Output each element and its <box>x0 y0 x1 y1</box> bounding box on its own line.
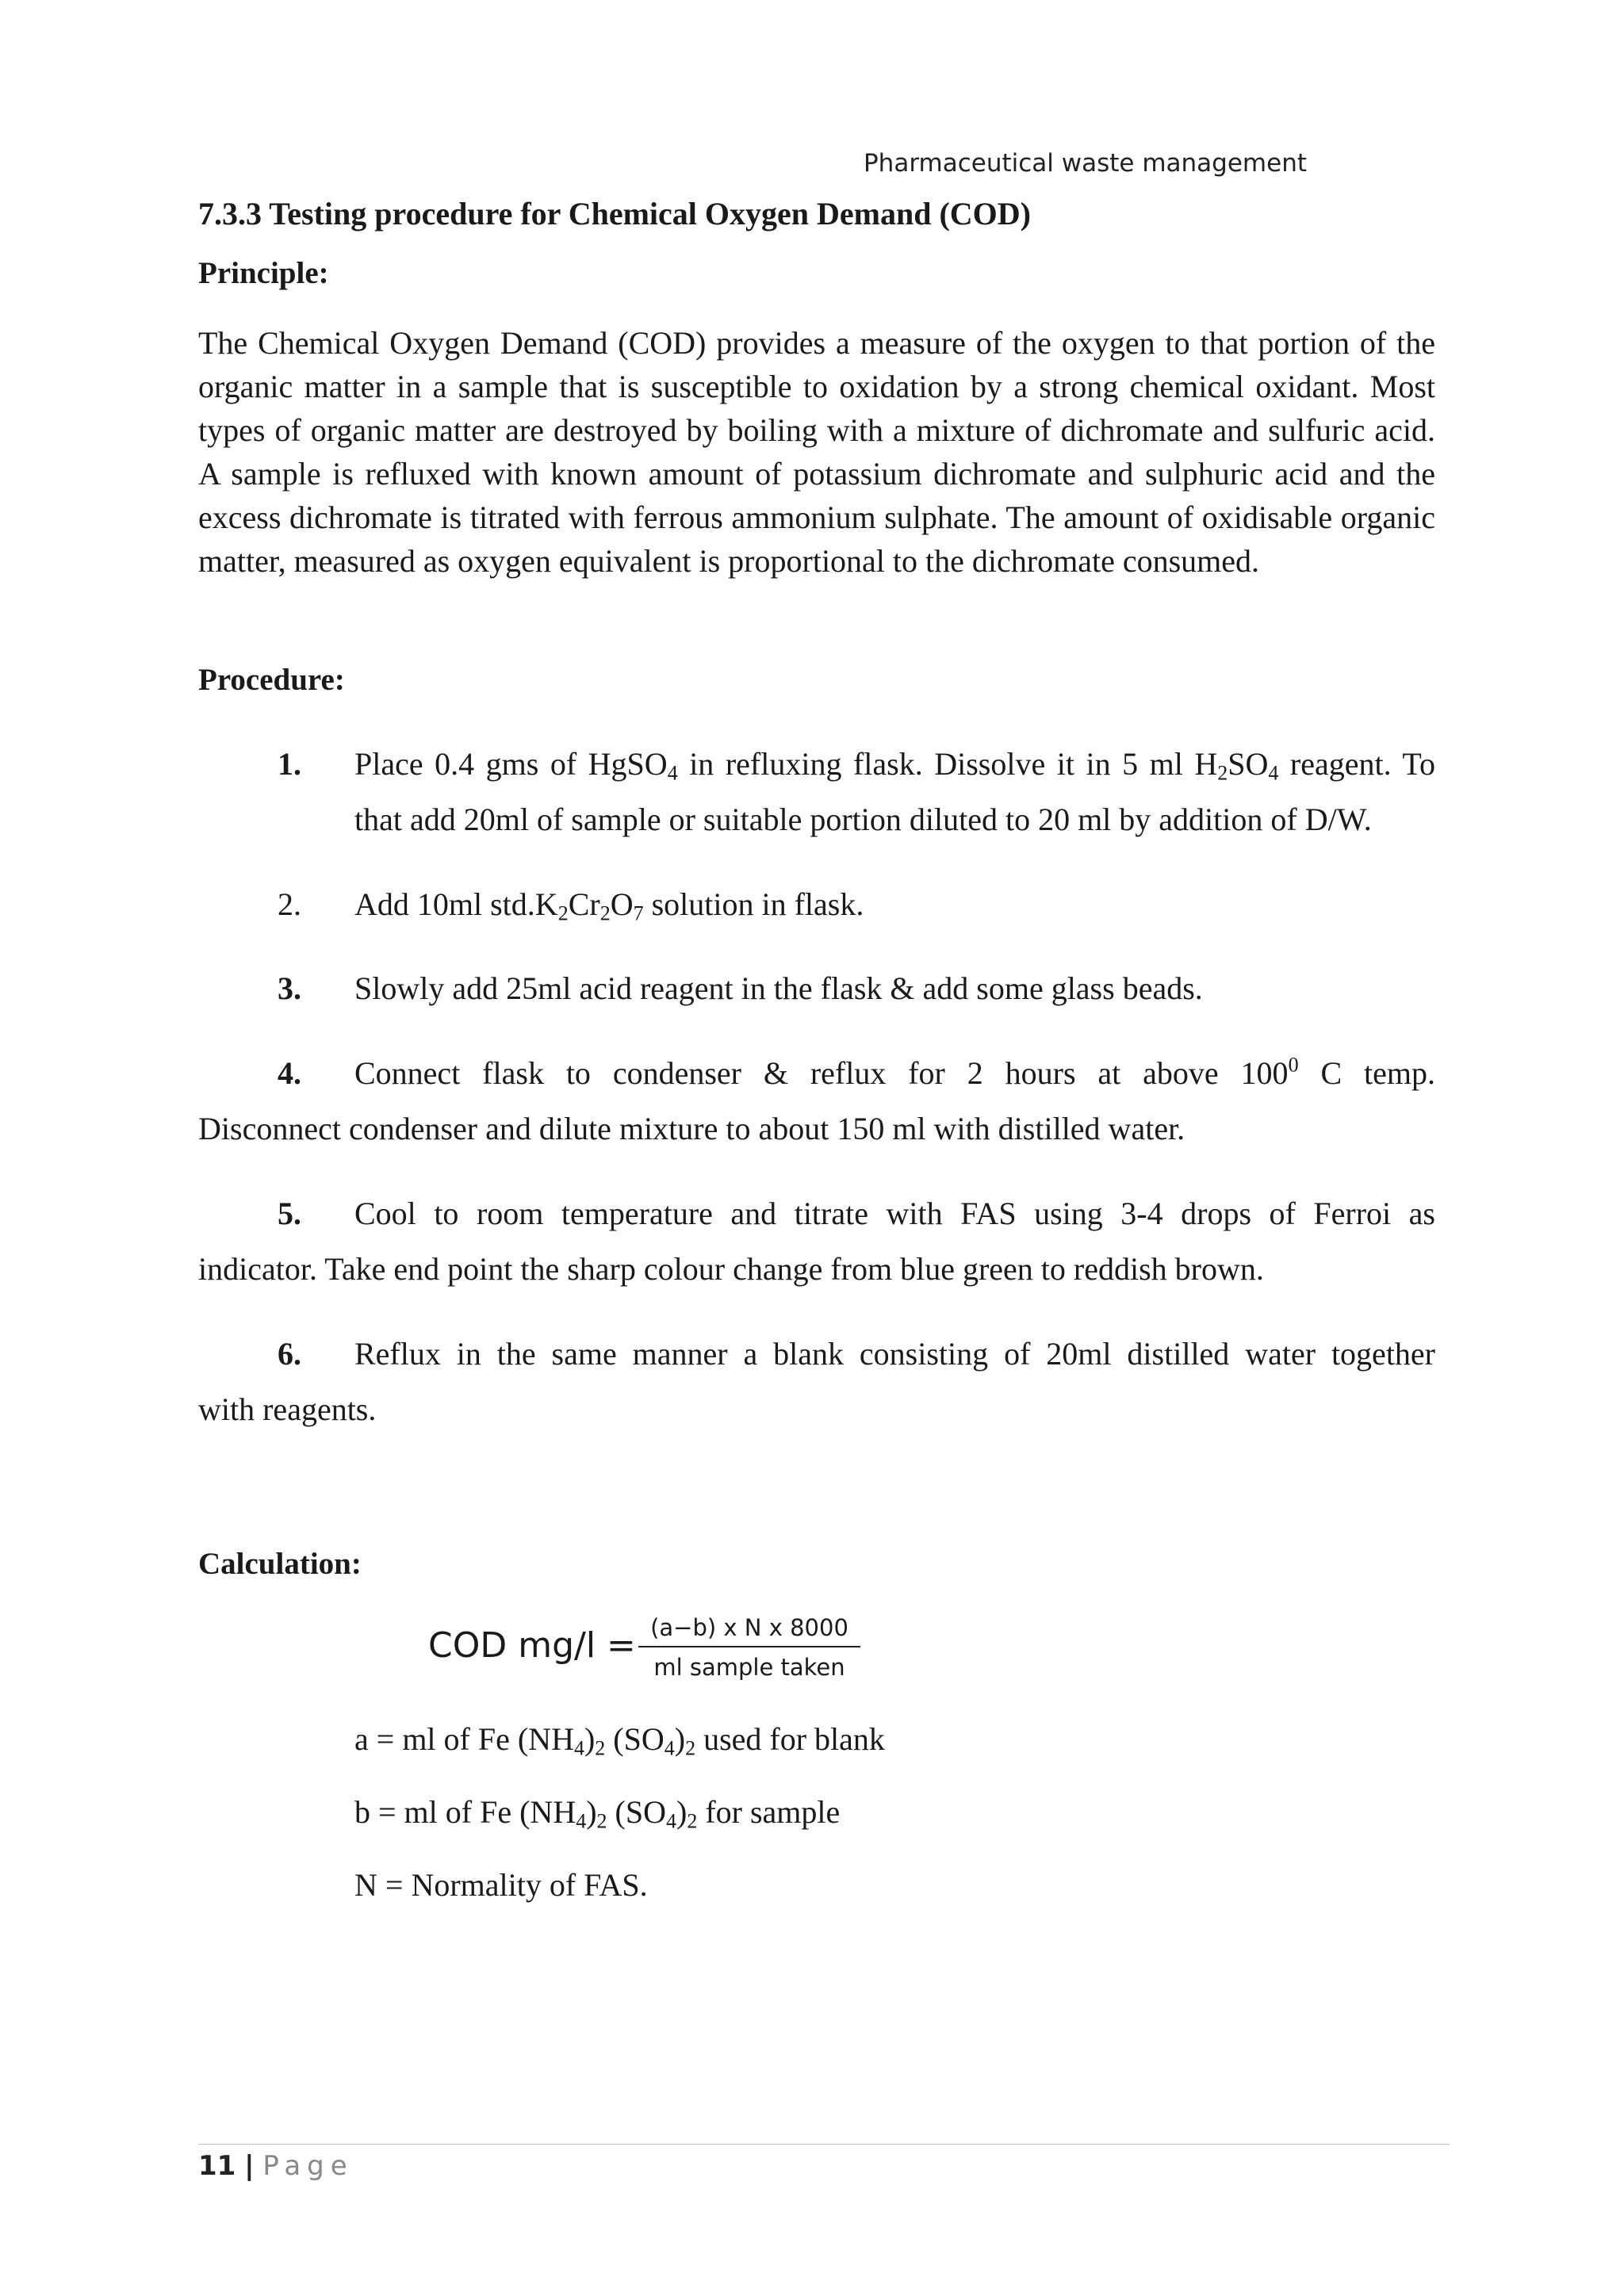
step-1-line-1: Place 0.4 gms of HgSO$_4$ in refluxing flask. Dissolve it in 5 ml $H_2SO_4$ reagent. To <box>354 746 1435 785</box>
principle-heading: Principle: <box>198 256 329 290</box>
page-footer <box>198 2150 354 2182</box>
procedure-heading: Procedure: <box>198 663 345 697</box>
formula-lhs: COD mg/l = <box>428 1625 636 1666</box>
step-1-line-2: that add 20ml of sample or suitable portion diluted to 20 ml by addition of D/W. <box>354 802 1372 837</box>
step-2-number: 2. <box>278 886 301 922</box>
step-4-line-1: Connect flask to condenser & reflux for 2 hours at above $100^0$ C temp. <box>354 1053 1435 1091</box>
page-number: 11 <box>198 2150 236 2182</box>
variable-n: N = Normality of FAS. <box>354 1867 648 1903</box>
step-4-number: 4. <box>278 1055 301 1091</box>
step-6-line-1: Reflux in the same manner a blank consisting of 20ml distilled water together <box>354 1336 1435 1372</box>
step-6-number: 6. <box>278 1336 301 1372</box>
formula-fraction <box>638 1614 860 1681</box>
step-5-line-1: Cool to room temperature and titrate with FAS using 3-4 drops of Ferroi as <box>354 1196 1435 1231</box>
running-header: Pharmaceutical waste management <box>863 149 1307 178</box>
variable-b: b = ml of Fe $(NH_4)_2$ $(SO_4)_2$ for sample <box>354 1794 841 1833</box>
step-3-number: 3. <box>278 970 301 1006</box>
principle-paragraph: The Chemical Oxygen Demand (COD) provides a measure of the oxygen to that portion of the organic matter in a sample that is susceptible to oxidation by a strong chemical oxidant. Most types of organic matter are destroyed by boiling with a mixture of dichromate and sulfuric acid. A sample is refluxed with known amount of potassium dichromate and sulphuric acid and the excess dichromate is titrated with ferrous ammonium sulphate. The amount of oxidisable organic matter, measured as oxygen equivalent is proportional to the dichromate consumed. <box>198 325 1435 579</box>
step-5-number: 5. <box>278 1196 301 1231</box>
step-3-line-1: Slowly add 25ml acid reagent in the flask & add some glass beads. <box>354 970 1203 1006</box>
footer-separator: | <box>244 2150 255 2182</box>
page-label: Page <box>262 2150 354 2182</box>
step-4-line-2: Disconnect condenser and dilute mixture to about 150 ml with distilled water. <box>198 1111 1185 1146</box>
section-title: 7.3.3 Testing procedure for Chemical Oxygen Demand (COD) <box>198 196 1031 232</box>
footer-divider <box>198 2144 1450 2145</box>
formula-denominator: ml sample taken <box>653 1654 845 1681</box>
step-5-line-2: indicator. Take end point the sharp colour change from blue green to reddish brown. <box>198 1251 1264 1287</box>
step-6-line-2: with reagents. <box>198 1391 377 1427</box>
calculation-heading: Calculation: <box>198 1547 362 1581</box>
formula-numerator: (a−b) x N x 8000 <box>650 1614 848 1641</box>
step-1-number: 1. <box>278 746 301 782</box>
variable-a: a = ml of Fe $(NH_4)_2$ $(SO_4)_2$ used for blank <box>354 1721 885 1760</box>
step-2-line-1: Add 10ml $std.K_2Cr_2O_7$ solution in flask. <box>354 886 864 925</box>
